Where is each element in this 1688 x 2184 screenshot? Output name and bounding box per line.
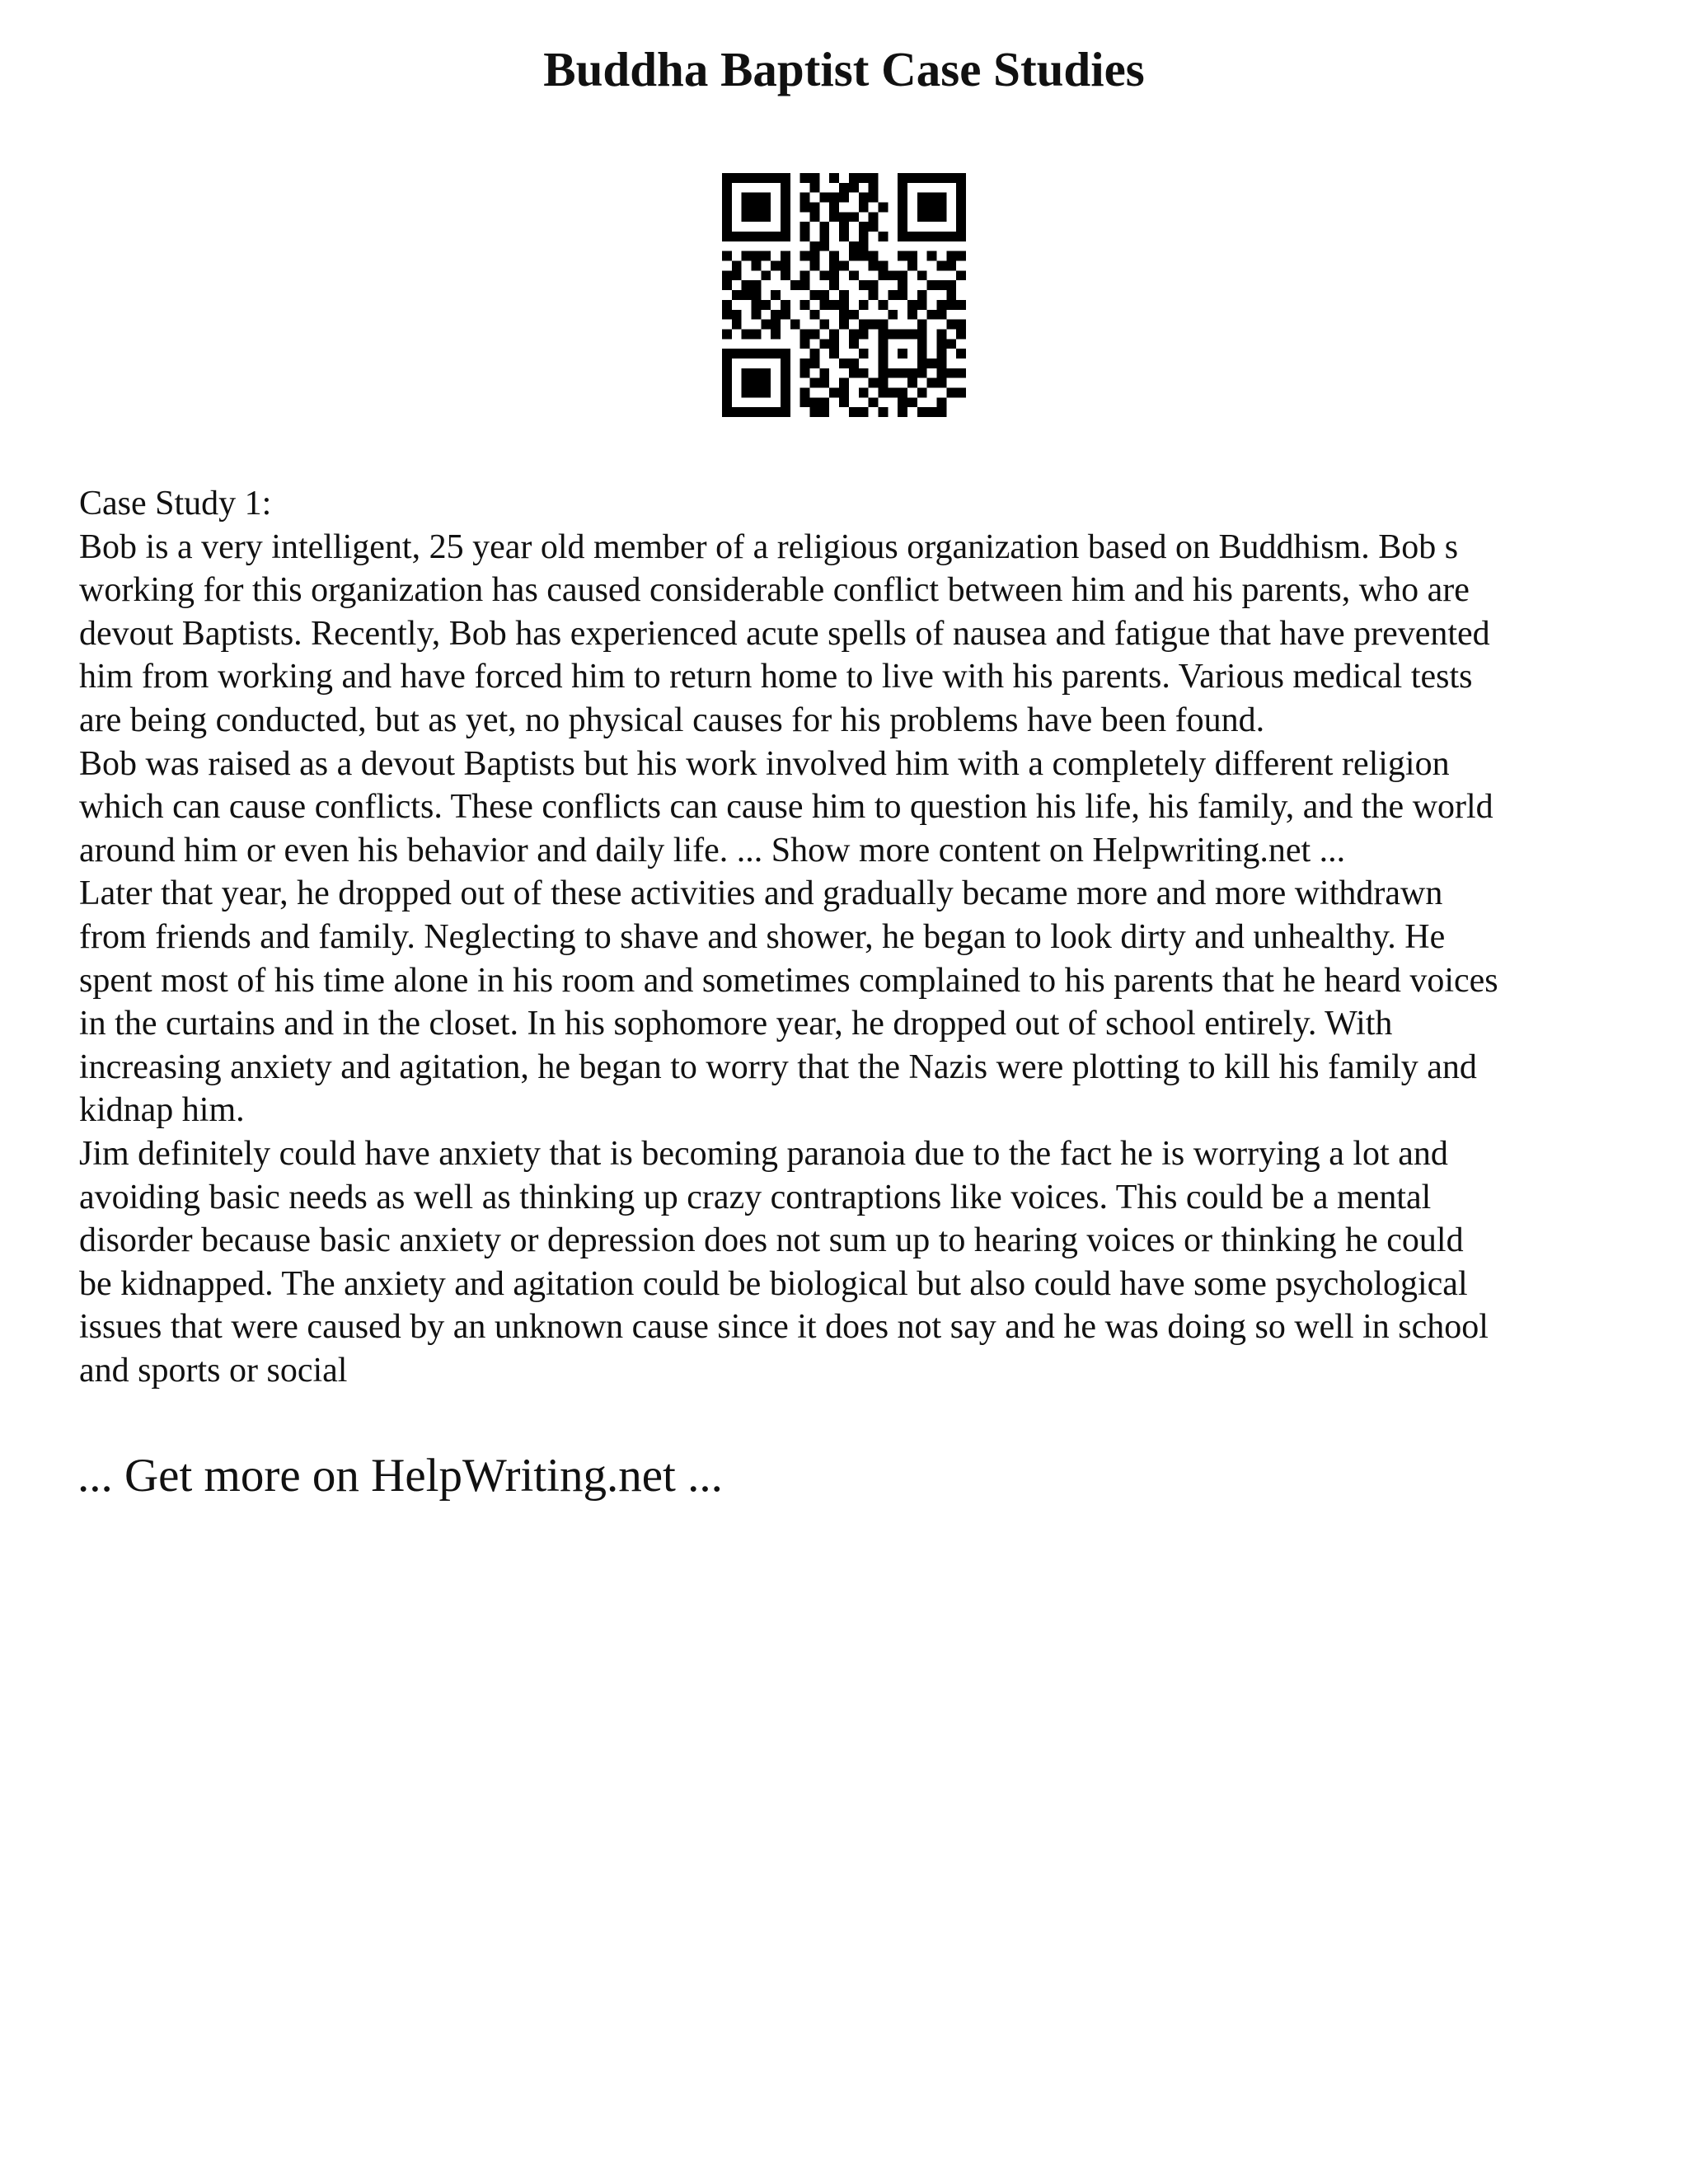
get-more-link[interactable]: ... Get more on HelpWriting.net ...	[77, 1450, 723, 1502]
body-line: devout Baptists. Recently, Bob has experienced acute spells of nausea and fatigue that have prevented	[79, 614, 1490, 653]
body-line: Bob is a very intelligent, 25 year old member of a religious organization based on Buddhism. Bob s	[79, 527, 1459, 566]
body-line: are being conducted, but as yet, no physical causes for his problems have been found.	[79, 701, 1265, 739]
body-line: issues that were caused by an unknown cause since it does not say and he was doing so well in school	[79, 1308, 1489, 1347]
body-line: spent most of his time alone in his room and sometimes complained to his parents that he heard voices	[79, 961, 1498, 1000]
body-line: Bob was raised as a devout Baptists but his work involved him with a completely different religion	[79, 744, 1450, 783]
body-line: Later that year, he dropped out of these activities and gradually became more and more withdrawn	[79, 874, 1443, 913]
body-line: Case Study 1:	[79, 485, 272, 523]
qr-code-graphic	[722, 173, 966, 417]
body-line: him from working and have forced him to return home to live with his parents. Various medical tests	[79, 658, 1473, 696]
document-title: Buddha Baptist Case Studies	[543, 42, 1145, 96]
body-line: kidnap him.	[79, 1091, 245, 1130]
body-line: around him or even his behavior and daily life. ... Show more content on Helpwriting.net ...	[79, 831, 1346, 869]
qr-code-icon[interactable]	[722, 173, 966, 417]
body-line: working for this organization has caused considerable conflict between him and his parents, who are	[79, 571, 1470, 610]
body-line: avoiding basic needs as well as thinking up crazy contraptions like voices. This could be a mental	[79, 1178, 1432, 1216]
body-line: in the curtains and in the closet. In his sophomore year, he dropped out of school entirely. With	[79, 1005, 1393, 1043]
body-line: be kidnapped. The anxiety and agitation could be biological but also could have some psychological	[79, 1264, 1468, 1303]
body-line: and sports or social	[79, 1351, 348, 1390]
body-line: Jim definitely could have anxiety that is becoming paranoia due to the fact he is worrying a lot and	[79, 1134, 1448, 1173]
body-line: increasing anxiety and agitation, he began to worry that the Nazis were plotting to kill his family and	[79, 1047, 1477, 1086]
case-study-body	[79, 482, 1629, 1392]
body-line: disorder because basic anxiety or depression does not sum up to hearing voices or thinking he could	[79, 1221, 1464, 1260]
body-line: from friends and family. Neglecting to shave and shower, he began to look dirty and unhealthy. He	[79, 917, 1446, 956]
body-line: which can cause conflicts. These conflicts can cause him to question his life, his family, and the world	[79, 788, 1493, 827]
